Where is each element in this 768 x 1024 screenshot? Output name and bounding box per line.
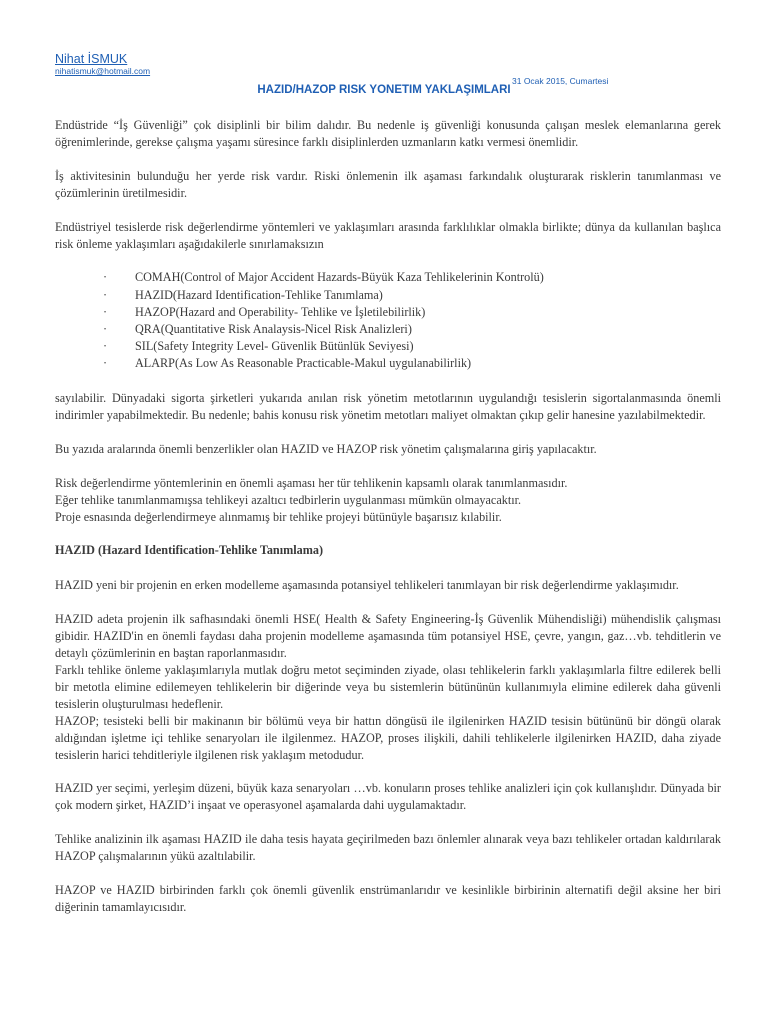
list-item	[55, 338, 721, 355]
bullet-marker: ·	[103, 355, 108, 370]
list-item-text: ALARP(As Low As Reasonable Practicable-Makul uygulanabilirlik)	[135, 355, 472, 370]
paragraph-hazard-analysis: Tehlike analizinin ilk aşaması HAZID ile daha tesis hayata geçirilmeden bazı önlemler alınarak veya bazı tehlikeler ortadan kaldırılarak HAZOP çalışmalarının yükü azaltılabilir.	[55, 832, 721, 864]
paragraph-approaches: Endüstriyel tesislerde risk değerlendirme yöntemleri ve yaklaşımları arasında farklılıklar olmakla birlikte; dünya da kullanılan başlıca risk önleme yaklaşımları aşağıdakilerle sınırlamaksızın	[55, 219, 721, 251]
paragraph-risk: İş aktivitesinin bulunduğu her yerde risk vardır. Riski önlemenin ilk aşaması farkındalık oluşturarak risklerin tanımlanması ve çözümlerinin üretilmesidir.	[55, 168, 721, 200]
paragraph-project-failure: Proje esnasında değerlendirmeye alınmamış bir tehlike projeyi bütünüyle başarısız kılabilir.	[55, 509, 502, 524]
list-item-text: COMAH(Control of Major Accident Hazards-Büyük Kaza Tehlikelerinin Kontrolü)	[135, 270, 544, 285]
author-block	[55, 52, 150, 76]
list-item-text: HAZID(Hazard Identification-Tehlike Tanımlama)	[135, 287, 383, 302]
bullet-marker: ·	[103, 338, 108, 353]
paragraph-hazop-vs-hazid: HAZOP; tesisteki belli bir makinanın bir bölümü veya bir hattın döngüsü ile ilgilenirken HAZID tesisin bütününü bir döngü olarak aldığından işletme içi tehlike senaryoları ile ilgilenmez. HAZOP, proses ilişkili, dahili tehlikelerle ilgilenirken HAZID, daha ziyade tesislerin harici tehditleriyle ilgilenen risk yaklaşım metodudur.	[55, 713, 721, 762]
approaches-list	[55, 269, 721, 372]
paragraph-hazid-definition: HAZID yeni bir projenin en erken modelleme aşamasında potansiyel tehlikeleri tanımlayan bir risk değerlendirme yaklaşımıdır.	[55, 578, 679, 593]
document-title: HAZID/HAZOP RISK YONETIM YAKLAŞIMLARI	[257, 84, 511, 96]
bullet-marker: ·	[103, 287, 108, 302]
list-item-text: SIL(Safety Integrity Level- Güvenlik Bütünlük Seviyesi)	[135, 338, 414, 353]
document-date: 31 Ocak 2015, Cumartesi	[512, 76, 609, 86]
paragraph-hazid-usage: HAZID yer seçimi, yerleşim düzeni, büyük kaza senaryoları …vb. konuların proses tehlike analizleri için çok kullanışlıdır. Dünyada bir çok modern şirket, HAZID’i inşaat ve operasyonel aşamalarda dahi uygulamaktadır.	[55, 781, 721, 813]
list-item	[55, 269, 721, 286]
paragraph-hazard-definition: Risk değerlendirme yöntemlerinin en önemli aşaması her tür tehlikenin kapsamlı olarak tanımlanmasıdır.	[55, 475, 568, 490]
author-email-link[interactable]: nihatismuk@hotmail.com	[55, 66, 151, 76]
paragraph-hazid-methods: Farklı tehlike önleme yaklaşımlarıyla mutlak doğru metot seçiminden ziyade, olası tehlikelerin farklı yaklaşımlarla filtre edilerek belli bir metotla elimine edilemeyen tehlikelerin bir diğerinde veya bu sistemlerin bütününün kullanımıyla elimine edilerek daha güvenli tesislerin oluşturulması hedeflenir.	[55, 662, 721, 711]
section-heading-hazid: HAZID (Hazard Identification-Tehlike Tanımlama)	[55, 543, 324, 558]
paragraph-hazid-hse: HAZID adeta projenin ilk safhasındaki önemli HSE( Health & Safety Engineering-İş Güvenlik Mühendisliği) mühendislik çalışması gibidir. HAZID'in en önemli faydası daha projenin modelleme aşamasında tüm potansiyel HSE, çevre, yangın, gaz…vb. tehditlerin ve detaylı çözümlerinin en baştan raporlanmasıdır.	[55, 612, 721, 661]
list-item	[55, 287, 721, 304]
author-name-link[interactable]: Nihat İSMUK	[55, 52, 128, 66]
paragraph-intro: Endüstride “İş Güvenliği” çok disiplinli bir bilim dalıdır. Bu nedenle iş güvenliği konusunda çalışan meslek elemanlarına gerek öğrenimlerinde, gerekse çalışma yaşamı süresince farklı disiplinlerden uzmanların katkı vermesi önemlidir.	[55, 118, 721, 149]
list-item	[55, 321, 721, 338]
paragraph-scope: Bu yazıda aralarında önemli benzerlikler olan HAZID ve HAZOP risk yönetim çalışmalarına giriş yapılacaktır.	[55, 441, 597, 456]
paragraph-hazard-undefined: Eğer tehlike tanımlanmamışsa tehlikeyi azaltıcı tedbirlerin uygulanması mümkün olmayacaktır.	[55, 492, 522, 507]
list-item-text: QRA(Quantitative Risk Analaysis-Nicel Risk Analizleri)	[135, 321, 412, 336]
paragraph-complementary: HAZOP ve HAZID birbirinden farklı çok önemli güvenlik enstrümanlarıdır ve kesinlikle birbirinin alternatifi değil aksine her biri diğerinin tamamlayıcısıdır.	[55, 883, 721, 914]
bullet-marker: ·	[103, 270, 108, 285]
document-body	[55, 117, 721, 933]
paragraph-insurance: sayılabilir. Dünyadaki sigorta şirketleri yukarıda anılan risk yönetim metotlarının uygulandığı tesislerin sigortalanmasında önemli indirimler yapabilmektedir. Bu nedenle; bahis konusu risk yönetim metotları maliyet olmaktan çıkıp gelir hanesine yazılabilmektedir.	[55, 391, 721, 422]
bullet-marker: ·	[103, 321, 108, 336]
bullet-marker: ·	[103, 304, 108, 319]
list-item-text: HAZOP(Hazard and Operability- Tehlike ve İşletilebilirlik)	[135, 304, 426, 319]
list-item	[55, 355, 721, 372]
list-item	[55, 304, 721, 321]
